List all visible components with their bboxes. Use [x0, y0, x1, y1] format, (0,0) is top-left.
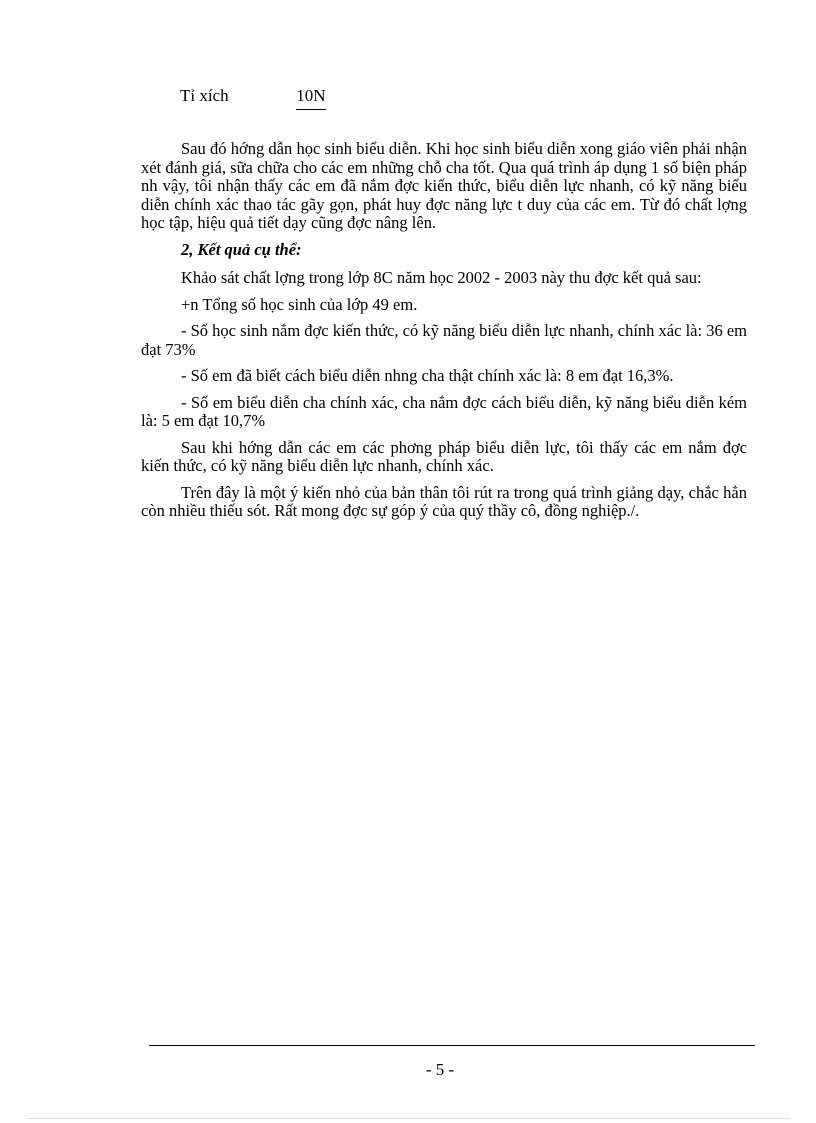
paragraph-conclusion: Trên đây là một ý kiến nhỏ của bản thân tôi rút ra trong quá trình giảng dạy, chắc hẳn còn nhiều thiếu sót. Rất mong đợc sự góp ý của quý thầy cô, đồng nghiệp./. — [141, 482, 747, 520]
footer-divider — [149, 1045, 755, 1046]
scale-line — [180, 86, 326, 110]
paragraph-after-guidance: Sau khi hớng dẫn các em các phơng pháp biểu diễn lực, tôi thấy các em nắm đợc kiến thức, có kỹ năng biểu diễn lực nhanh, chính xác. — [141, 437, 747, 475]
paragraph-total-students: +n Tổng số học sinh của lớp 49 em. — [181, 294, 418, 314]
paragraph-result-fair: - Số em đã biết cách biểu diễn nhng cha thật chính xác là: 8 em đạt 16,3%. — [181, 366, 674, 385]
scale-value: 10N — [296, 86, 325, 110]
section-heading: 2, Kết quả cụ thể: — [181, 239, 302, 259]
paragraph-survey: Khảo sát chất lợng trong lớp 8C năm học 2002 - 2003 này thu đợc kết quả sau: — [181, 268, 702, 287]
page-bottom-border — [28, 1118, 788, 1119]
scale-label: Tỉ xích — [180, 86, 229, 105]
page-number: - 5 - — [425, 1060, 455, 1079]
body-text — [141, 140, 747, 529]
paragraph-result-good: - Số học sinh nắm đợc kiến thức, có kỹ năng biểu diễn lực nhanh, chính xác là: 36 em đạt 73% — [141, 321, 747, 359]
paragraph-method-result: Sau đó hớng dẫn học sinh biểu diễn. Khi học sinh biểu diễn xong giáo viên phải nhận xét đánh giá, sữa chữa cho các em những chỗ cha tốt. Qua quá trình áp dụng 1 số biện pháp nh vậy, tôi nhận thấy các em đã nắm đợc kiến thức, biểu diễn lực nhanh, có kỹ năng biểu diễn chính xác thao tác gãy gọn, phát huy đợc năng lực t duy của các em. Từ đó chất lợng học tập, hiệu quả tiết dạy cũng đợc nâng lên. — [141, 139, 747, 232]
paragraph-result-weak: - Số em biểu diễn cha chính xác, cha nắm đợc cách biểu diễn, kỹ năng biểu diễn kém là: 5 em đạt 10,7% — [141, 392, 747, 430]
